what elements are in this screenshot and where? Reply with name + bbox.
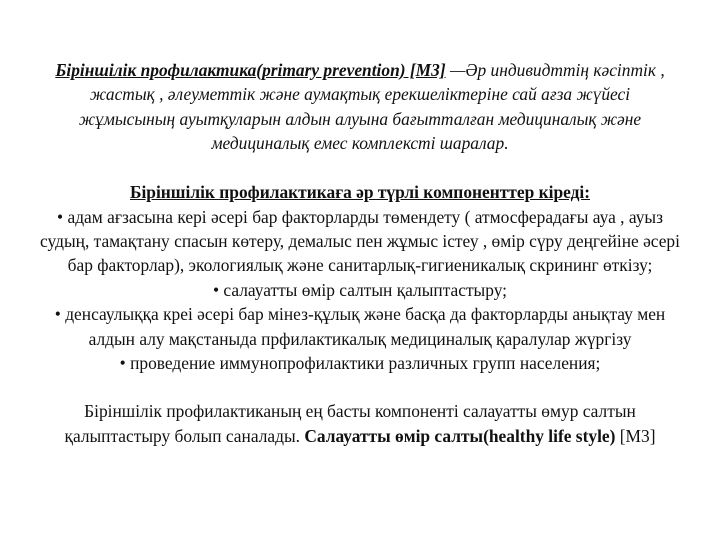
component-item: • адам ағзасына кері әсері бар факторларды төмендету ( атмосферадағы ауа , ауыз судың, тамақтану спасын көтеру, демалыс пен жұмыс істеу , өмір сүру деңгейіне әсері бар факторлар), экологиялық және санитарлық-гигиеникалық скрининг өткізу;	[40, 206, 680, 276]
component-item: • проведение иммунопрофилактики различных групп населения;	[119, 353, 601, 374]
healthy-lifestyle-term: Салауатты өмір салты(healthy life style)	[304, 426, 616, 447]
components-heading: Біріншілік профилактикаға әр түрлі компоненттер кіреді:	[129, 182, 591, 203]
primary-prevention-paragraph	[40, 58, 680, 155]
component-item: • салауатты өмір салтын қалыптастыру;	[212, 279, 507, 300]
conclusion-text: Біріншілік профилактиканың ең басты компоненті салауатты өмур салтын қалыптастыру болып саналады.	[64, 401, 636, 447]
conclusion-reference: [М3]	[615, 426, 656, 447]
slide-content	[40, 58, 680, 467]
primary-prevention-heading: Біріншілік профилактика(primary prevention) [М3]	[55, 60, 446, 80]
conclusion-paragraph	[40, 399, 680, 449]
components-section	[40, 180, 680, 375]
primary-prevention-definition: —Әр индивидттің кәсіптік , жастық , әлеуметтік және аумақтық ерекшеліктеріне сай ағза жүйесі жұмысының ауытқуларын алдын алуына бағытталған медициналық және медициналық емес комплексті шаралар.	[78, 60, 665, 153]
component-item: • денсаулыққа креі әсері бар мінез-құлық және басқа да факторларды анықтау мен алдын алу мақстаныда прфилактикалық медициналық қаралулар жүргізу	[54, 304, 666, 349]
